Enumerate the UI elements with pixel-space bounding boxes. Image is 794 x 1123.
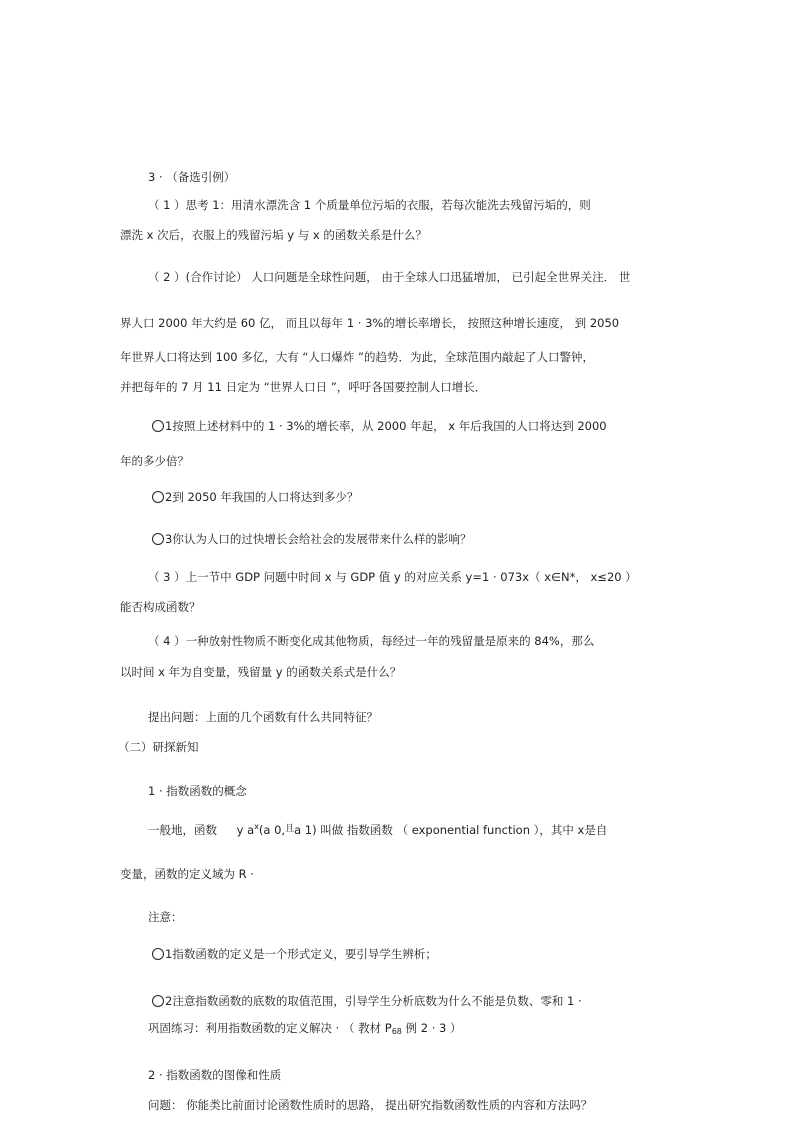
numbered-question-1: 1按照上述材料中的 1 · 3%的增长率，从 2000 年起， x 年后我国的人口将达到 2000 (152, 419, 607, 433)
paragraph-line: （ 3 ）上一节中 GDP 问题中时间 x 与 GDP 值 y 的对应关系 y=1 · 073x（ x∈N*， x≤20 ） (148, 570, 637, 584)
paragraph-line: （ 4 ）一种放射性物质不断变化成其他物质，每经过一年的残留量是原来的 84%，那么 (148, 634, 595, 648)
practice-line: 巩固练习：利用指数函数的定义解决 · （ 教材 $P_{68}$ 例 2 · 3 ） (148, 1021, 462, 1036)
note-label: 注意： (148, 910, 183, 924)
definition-line: 一般地，函数 y $a^x(a$ 0,$^且$a 1) 叫做 指数函数 （ exponential function ），其中 x是自 (148, 822, 608, 837)
circle-number-icon (152, 533, 164, 545)
numbered-question-3: 3你认为人口的过快增长会给社会的发展带来什么样的影响？ (152, 532, 471, 546)
paragraph-line: 以时间 x 年为自变量，残留量 y 的函数关系式是什么？ (120, 665, 402, 679)
note-item-1: 1指数函数的定义是一个形式定义，要引导学生辨析； (152, 947, 437, 961)
numbered-question-2: 2到 2050 年我国的人口将达到多少？ (152, 490, 358, 504)
paragraph-line: 并把每年的 7 月 11 日定为 “世界人口日 ”，呼吁各国要控制人口增长． (120, 380, 487, 394)
paragraph-line: 漂洗 x 次后，衣服上的残留污垢 y 与 x 的函数关系是什么？ (120, 228, 427, 242)
note-item-2: 2注意指数函数的底数的取值范围，引导学生分析底数为什么不能是负数、零和 1 · (152, 994, 582, 1008)
subsection-heading: 2 · 指数函数的图像和性质 (148, 1068, 282, 1082)
section-heading: （二）研探新知 (118, 740, 199, 754)
paragraph-line: （ 2 ）(合作讨论） 人口问题是全球性问题， 由于全球人口迅猛增加， 已引起全世界关注． 世 (148, 270, 631, 284)
paragraph-line: 提出问题：上面的几个函数有什么共同特征？ (148, 710, 378, 724)
paragraph-line: 问题： 你能类比前面讨论函数性质时的思路， 提出研究指数函数性质的内容和方法吗？ (148, 1098, 593, 1112)
paragraph-line: 界人口 2000 年大约是 60 亿， 而且以每年 1 · 3%的增长率增长， 按照这种增长速度， 到 2050 (120, 316, 620, 330)
paragraph-line: （ 1 ）思考 1：用清水漂洗含 1 个质量单位污垢的衣服，若每次能洗去残留污垢的，则 (148, 198, 591, 212)
paragraph-line: 变量，函数的定义域为 R · (120, 867, 254, 881)
paragraph-line: 年的多少倍？ (120, 454, 189, 468)
formula: y $a^x(a$ 0,$^且$a 1) (236, 822, 317, 837)
circle-number-icon (152, 948, 164, 960)
subsection-heading: 1 · 指数函数的概念 (148, 784, 247, 798)
circle-number-icon (152, 420, 164, 432)
item-3-heading: 3 · （备选引例） (148, 170, 236, 184)
circle-number-icon (152, 491, 164, 503)
circle-number-icon (152, 995, 164, 1007)
paragraph-line: 能否构成函数？ (120, 600, 201, 614)
paragraph-line: 年世界人口将达到 100 多亿，大有 “人口爆炸 ”的趋势．为此，全球范围内敲起了人口警钟， (120, 350, 594, 364)
